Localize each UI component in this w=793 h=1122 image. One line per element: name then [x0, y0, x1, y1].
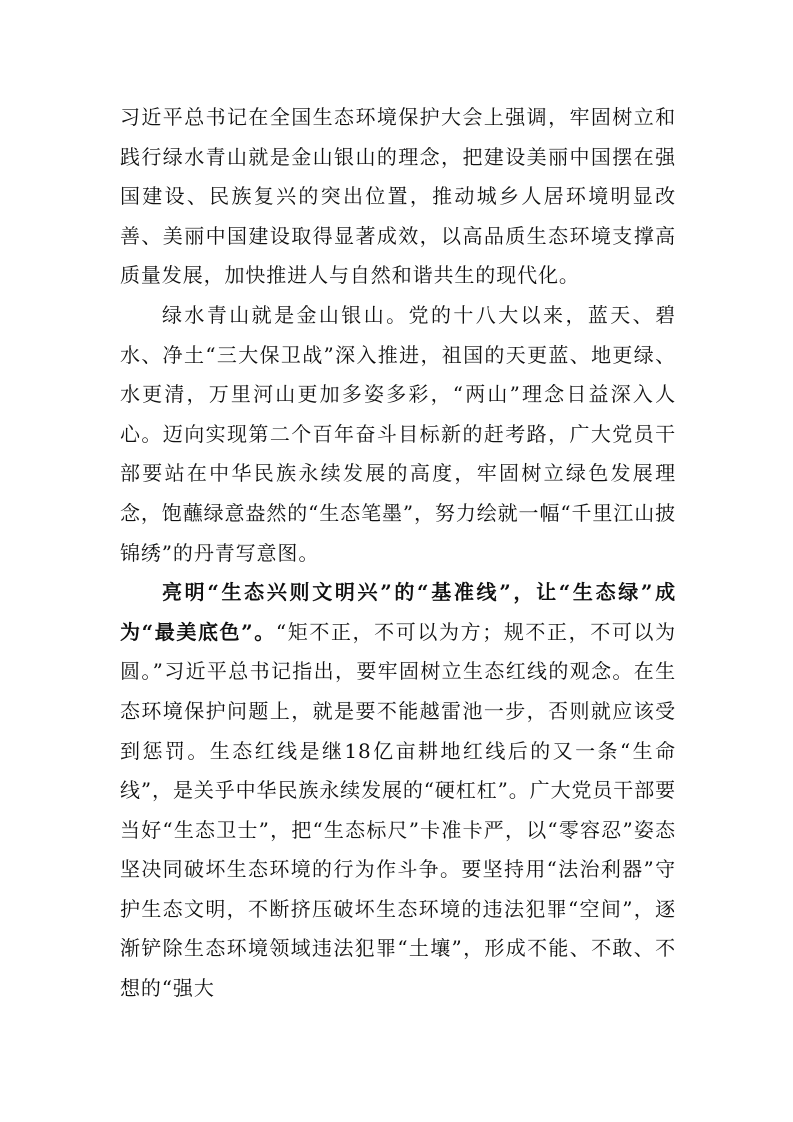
paragraph-3	[120, 573, 676, 1009]
document-page	[120, 98, 676, 1009]
paragraph-1: 习近平总书记在全国生态环境保护大会上强调，牢固树立和践行绿水青山就是金山银山的理念，把建设美丽中国摆在强国建设、民族复兴的突出位置，推动城乡人居环境明显改善、美丽中国建设取得显著成效，以高品质生态环境支撑高质量发展，加快推进人与自然和谐共生的现代化。	[120, 105, 676, 288]
paragraph-2: 绿水青山就是金山银山。党的十八大以来，蓝天、碧水、净土“三大保卫战”深入推进，祖国的天更蓝、地更绿、水更清，万里河山更加多姿多彩，“两山”理念日益深入人心。迈向实现第二个百年奋斗目标新的赶考路，广大党员干部要站在中华民族永续发展的高度，牢固树立绿色发展理念，饱蘸绿意盎然的“生态笔墨”，努力绘就一幅“千里江山披锦绣”的丹青写意图。	[120, 302, 676, 565]
paragraph-3-body: “矩不正，不可以为方；规不正，不可以为圆。”习近平总书记指出，要牢固树立生态红线的观念。在生态环境保护问题上，就是要不能越雷池一步，否则就应该受到惩罚。生态红线是继18亿亩耕地红线后的又一条“生命线”，是关乎中华民族永续发展的“硬杠杠”。广大党员干部要当好“生态卫士”，把“生态标尺”卡准卡严，以“零容忍”姿态坚决同破坏生态环境的行为作斗争。要坚持用“法治利器”守护生态文明，不断挤压破坏生态环境的违法犯罪“空间”，逐渐铲除生态环境领域违法犯罪“土壤”，形成不能、不敢、不想的“强大	[120, 619, 676, 1001]
paragraph-3-heading: 亮明“生态兴则文明兴”的“基准线”，让“生态绿”成为“最美底色”。	[120, 580, 676, 644]
